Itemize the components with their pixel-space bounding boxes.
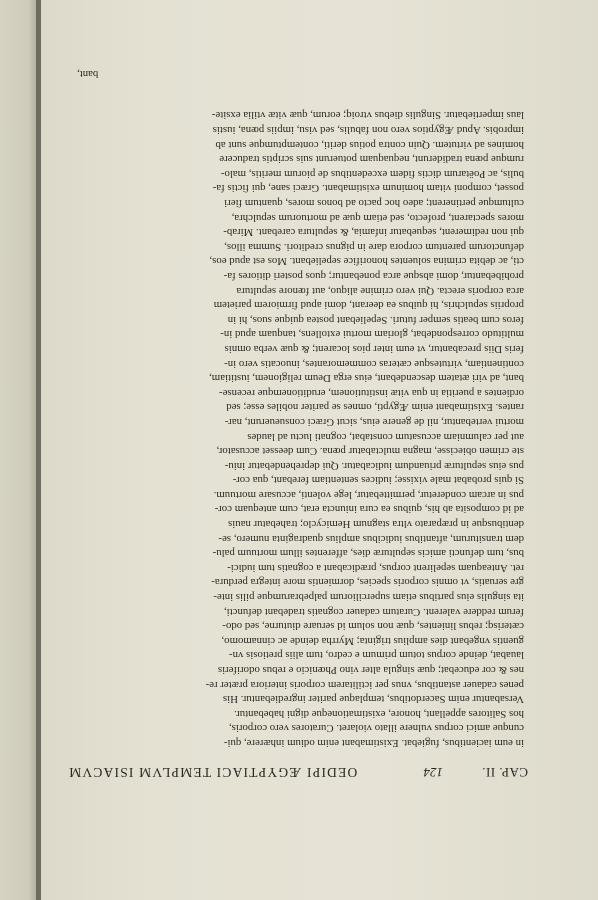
page-number: 124: [423, 765, 443, 780]
text-line: propriis sepulchris, hi quibus ea deerant, domi apud firmiorem parietem: [213, 299, 524, 312]
text-line: qui non redimerent, sequebatur infamia, & sepultura carebant. Mirab-: [223, 226, 524, 239]
text-line: arca corporis erecta. Qui vero crimine aliquo, aut fœnore sepultura: [236, 284, 524, 297]
text-line: rumque pœna tradiderunt, nequaquam potuerunt suis scriptis traducere: [219, 153, 524, 166]
text-line: dem transiturum, aftantibus iudicibus amplius quadraginta numero, se-: [218, 532, 524, 545]
body-text: [72, 108, 524, 750]
text-line: pus eius sepulturæ priuandum iudicabatur. Qui deprehendebatur iniu-: [224, 459, 524, 472]
text-line: penes cadauer astantibus, vnus per ictilitarem corporis interiora præter re-: [205, 678, 524, 691]
text-line: aut per calumniam accusatum constabat, cognati luctu ad laudes: [247, 430, 524, 443]
text-line: ita singulis eius partibus etiam superciliorum palpebrarumque pilis inte-: [213, 591, 524, 604]
inverted-page-content: [41, 0, 598, 900]
text-line: pus in arcam conderetur, permittebatur, lege volenti, accusare mortuum.: [213, 488, 524, 501]
text-line: Si quis probabat male vixisse; iudices sententiam ferebant, qua cor-: [232, 474, 524, 487]
text-line: Versabantur enim Sacerdotibus, templaque pariter ingrediebantur. His: [222, 693, 524, 706]
text-line: dentibusque in præparato vltra stagnum Hemicyclo; trahebatur nauis: [228, 518, 524, 531]
text-line: in eum iacientibus, fugiebat. Existimabant enim odium inhærere, qui-: [223, 737, 524, 749]
text-line: homines ad virtutem. Quin contra potius deriti, contemptumque sunt ab: [215, 138, 524, 151]
catchword: bant,: [77, 68, 99, 80]
text-line: ordientes a pueritia in qua vitæ institutionem, eruditionemque recense-: [219, 386, 524, 399]
text-line: bant, ad viri ætatem descendebant, eius erga Deum religionem, iustitiam,: [209, 372, 524, 385]
text-line: continentiam, virtutesque cæteras commemorantes, inuocatis vero in-: [224, 357, 524, 370]
text-line: ret. Anteaquam sepelirent corpus, prædicabant a cognatis tum iudici-: [227, 561, 524, 574]
text-line: bus, tum defuncti amicis sepulturæ dies, afferentes illum mortuum palu-: [212, 547, 524, 560]
running-title: OEDIPI ÆGYPTIACI TEMPLVM ISIACVM: [68, 765, 358, 780]
text-line: defunctorum parentum corpora dare in pignus creditori. Summa illos,: [224, 240, 524, 253]
text-line: guentis vngebant dies amplius triginta; Myrrha deinde ac cinnamomo,: [221, 634, 524, 647]
text-line: lauabat, deinde corpus totum primum e cedro, tum aliis pretiosis vn-: [228, 649, 524, 662]
text-line: nes & cor educebat; quæ singula alter vino Phœnicio e rebus odoriferis: [217, 664, 524, 677]
text-line: ad id composita ab his, quibus ea cura iniuncta erat, cum antequam cor-: [214, 503, 524, 516]
text-line: gre seruatis, vt omnis corporis species, dormientis more integra perdura-: [211, 576, 524, 589]
text-line: cultumque pertinerent; adeo hoc pacto ad bonos mores, quantum fieri: [224, 197, 524, 210]
text-line: cti, ac debita crimina soluentes honorifice sepeliebant. Mos est apud eos,: [209, 255, 524, 268]
text-line: laus impertiebatur. Singulis diebus vtroiq; eorum, quæ vitæ vtilia exsite-: [211, 109, 524, 122]
text-line: ferum reddere valerent. Curatum cadauer cognatis tradebant defuncti,: [223, 605, 524, 618]
text-line: hos Salitores appellant, honore, existimationeque digni habebantur.: [234, 707, 524, 720]
text-line: improbis. Apud Ægyptios vero non fabulis, sed visu, impiis pœna, iustis: [212, 124, 524, 137]
text-line: bulis, ac Poëtarum dictis fidem excedentibus de piorum meritis, malo-: [220, 167, 524, 180]
text-line: mores spectarent, profecto, sed etiam quæ ad mortuorum sepulchra,: [231, 211, 524, 224]
running-head: [68, 760, 528, 780]
text-line: posset, componi vitam hominum existimabant. Græci sane, qui fictis fa-: [212, 182, 524, 195]
chapter-label: CAP. II.: [481, 765, 528, 780]
text-line: multitudo correspondebat, gloriam mortui extollens, tanquam apud in-: [220, 328, 524, 341]
text-line: rantes. Existimabant enim Ægypti, omnes se pariter nobiles esse; sed: [226, 401, 524, 414]
text-line: cunque amici corpus vulnere illato violaret. Curatores vero corporis,: [228, 722, 524, 735]
left-page-edge: [0, 0, 40, 900]
book-page: [41, 0, 598, 900]
text-line: mortui vertebantur, nil de genere eius, sicut Græci consueuerunt, nar-: [224, 415, 524, 428]
text-line: feris Diis precabantur, vt eum inter pios locarent; & quæ verba omnis: [224, 342, 524, 355]
text-line: feros cum beatis semper futuri. Sepeliebant postea quique suos, hi in: [227, 313, 524, 326]
text-line: ste crimen obiecisse, magna mulctabatur pœna. Cum deesset accusator,: [216, 445, 524, 458]
text-line: cæterisq; rebus linientes, quæ non solum id seruare diuturne, sed odo-: [222, 620, 524, 633]
text-line: prohibebantur, domi absque arca ponebantur; quos posteri ditiores fa-: [223, 270, 524, 282]
